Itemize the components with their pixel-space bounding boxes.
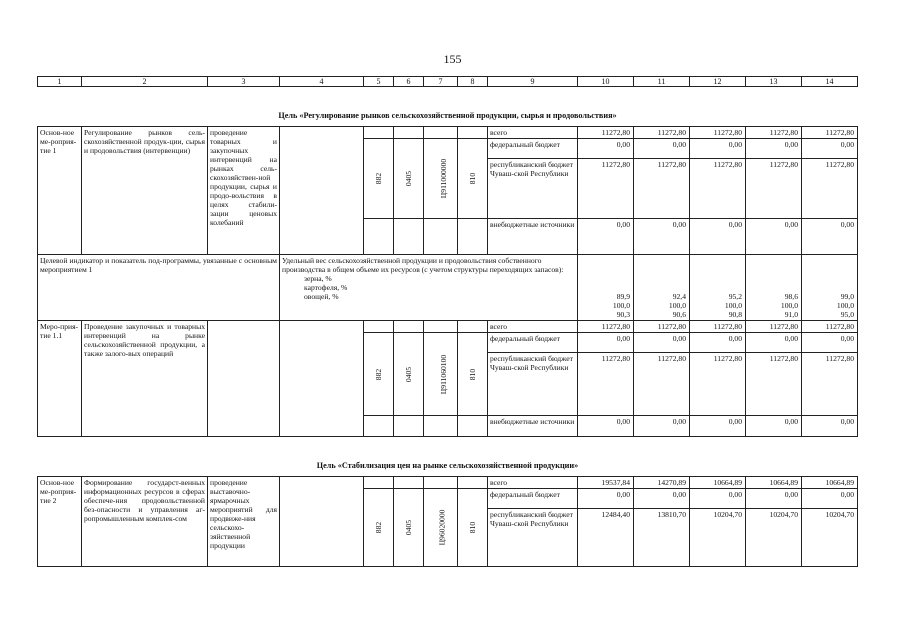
- blank-cell: [458, 477, 488, 489]
- rzpr-code-text: 0405: [404, 170, 413, 187]
- blank-cell: [394, 416, 424, 437]
- value-cell: 100,0: [668, 301, 686, 310]
- measure-name: Проведение закупочных и товарных интервенций на рынке сельскохозяйственной продукции, а также залого-вых операций: [82, 321, 208, 437]
- funding-source: федеральный бюджет: [488, 333, 578, 353]
- value-cell: 11272,80: [578, 159, 634, 219]
- budget-table: [37, 76, 858, 567]
- value-cell: 11272,80: [746, 321, 802, 333]
- value-cell: 11272,80: [634, 159, 690, 219]
- measure-type: Основ-ное ме-роприя-тие 2: [38, 477, 82, 567]
- indicator-text: [280, 255, 578, 321]
- value-cell: 12484,40: [578, 509, 634, 567]
- measure-type: Меро-прия-тие 1.1: [38, 321, 82, 437]
- value-cell: 10664,89: [690, 477, 746, 489]
- blank-cell: [394, 219, 424, 255]
- funding-source: всего: [488, 321, 578, 333]
- value-cell: 99,0: [840, 292, 854, 301]
- table-row: [38, 321, 858, 333]
- indicator-values: [634, 255, 690, 321]
- blank-cell: [424, 416, 458, 437]
- header-cell: 6: [394, 77, 424, 87]
- value-cell: 11272,80: [802, 127, 858, 139]
- value-cell: 0,00: [578, 219, 634, 255]
- rzpr-code-text: 0405: [404, 519, 413, 536]
- csr-code-text: Ц911060100: [439, 354, 449, 394]
- header-row: [38, 77, 858, 87]
- blank-cell: [458, 219, 488, 255]
- measure-direction: проведение выставочно-ярмарочных мероприятий для продвиже-ния сельскохо-зяйственной продукции: [208, 477, 280, 567]
- value-cell: 0,00: [634, 416, 690, 437]
- value-cell: 0,00: [802, 416, 858, 437]
- indicator-values: [690, 255, 746, 321]
- value-cell: 95,0: [840, 310, 854, 319]
- value-cell: 0,00: [746, 333, 802, 353]
- indicator-item: овощей, %: [304, 292, 339, 301]
- goal-row: [38, 437, 858, 477]
- csr-code-text: Ц911000000: [439, 158, 449, 199]
- vr-code: [458, 333, 488, 416]
- measure-name: Регулирование рынков сель-скохозяйственной продук-ции, сырья и продовольствия (интервенции): [82, 127, 208, 255]
- value-cell: 0,00: [690, 489, 746, 509]
- value-cell: 100,0: [724, 301, 742, 310]
- blank-cell: [208, 321, 280, 437]
- vr-code-text: 810: [467, 521, 477, 534]
- value-cell: 0,00: [746, 416, 802, 437]
- blank-cell: [458, 416, 488, 437]
- value-cell: 0,00: [746, 219, 802, 255]
- header-cell: 7: [424, 77, 458, 87]
- rzpr-code: [394, 489, 424, 567]
- header-cell: 3: [208, 77, 280, 87]
- grbs-code-text: 882: [373, 172, 383, 185]
- value-cell: 11272,80: [802, 353, 858, 416]
- blank-cell: [424, 127, 458, 139]
- value-cell: 0,00: [802, 219, 858, 255]
- value-cell: 10664,89: [802, 477, 858, 489]
- value-cell: 14270,89: [634, 477, 690, 489]
- csr-code: [424, 333, 458, 416]
- indicator-row: [38, 255, 858, 321]
- value-cell: 11272,80: [690, 353, 746, 416]
- csr-code: [424, 489, 458, 567]
- goal-title: Цель «Регулирование рынков сельскохозяйственной продукции, сырья и продовольствия»: [38, 87, 858, 127]
- value-cell: 11272,80: [634, 353, 690, 416]
- value-cell: 11272,80: [746, 353, 802, 416]
- value-cell: 100,0: [612, 301, 630, 310]
- value-cell: 11272,80: [578, 127, 634, 139]
- value-cell: 11272,80: [802, 159, 858, 219]
- vr-code: [458, 489, 488, 567]
- blank-cell: [364, 127, 394, 139]
- vr-code: [458, 139, 488, 219]
- blank-cell: [458, 321, 488, 333]
- value-cell: 0,00: [802, 333, 858, 353]
- value-cell: 11272,80: [690, 321, 746, 333]
- value-cell: 0,00: [690, 219, 746, 255]
- indicator-description: Удельный вес сельскохозяйственной продукции и продовольствия собственного производства в общем объеме их ресурсов (с учетом структуры переходящих запасов):: [282, 256, 564, 274]
- indicator-values: [746, 255, 802, 321]
- value-cell: 11272,80: [746, 159, 802, 219]
- value-cell: 0,00: [690, 139, 746, 159]
- value-cell: 0,00: [802, 489, 858, 509]
- value-cell: 90,8: [728, 310, 742, 319]
- value-cell: 11272,80: [746, 127, 802, 139]
- value-cell: 100,0: [780, 301, 798, 310]
- header-cell: 14: [802, 77, 858, 87]
- value-cell: 90,6: [672, 310, 686, 319]
- grbs-code: [364, 139, 394, 219]
- measure-name: Формирование государст-венных информационных ресурсов в сферах обеспече-ния продовольственной без-опасности и управления аг-ропромышленным комплек-сом: [82, 477, 208, 567]
- value-cell: 0,00: [634, 333, 690, 353]
- blank-cell: [364, 321, 394, 333]
- funding-source: республиканский бюджет Чуваш-ской Республики: [488, 353, 578, 416]
- grbs-code: [364, 333, 394, 416]
- csr-code-text: Ц96020000: [437, 509, 447, 546]
- value-cell: 0,00: [634, 219, 690, 255]
- value-cell: 0,00: [578, 489, 634, 509]
- value-cell: 11272,80: [802, 321, 858, 333]
- value-cell: 11272,80: [634, 127, 690, 139]
- header-cell: 1: [38, 77, 82, 87]
- value-cell: 91,0: [784, 310, 798, 319]
- blank-cell: [394, 477, 424, 489]
- vr-code-text: 810: [467, 368, 477, 380]
- blank-cell: [424, 477, 458, 489]
- value-cell: 10204,70: [746, 509, 802, 567]
- value-cell: 11272,80: [578, 353, 634, 416]
- value-cell: 19537,84: [578, 477, 634, 489]
- indicator-item: зерна, %: [304, 274, 332, 283]
- funding-source: федеральный бюджет: [488, 139, 578, 159]
- csr-code: [424, 139, 458, 219]
- value-cell: 13810,70: [634, 509, 690, 567]
- funding-source: республиканский бюджет Чуваш-ской Республики: [488, 159, 578, 219]
- blank-cell: [364, 219, 394, 255]
- rzpr-code-text: 0405: [404, 366, 413, 382]
- rzpr-code: [394, 139, 424, 219]
- header-cell: 10: [578, 77, 634, 87]
- value-cell: 0,00: [746, 489, 802, 509]
- value-cell: 0,00: [634, 139, 690, 159]
- grbs-code: [364, 489, 394, 567]
- funding-source: федеральный бюджет: [488, 489, 578, 509]
- goal-row: [38, 87, 858, 127]
- goal-title: Цель «Стабилизация цен на рынке сельскохозяйственной продукции»: [38, 437, 858, 477]
- value-cell: 0,00: [578, 139, 634, 159]
- blank-cell: [424, 321, 458, 333]
- value-cell: 11272,80: [634, 321, 690, 333]
- indicator-label: Целевой индикатор и показатель под-программы, увязанные с основным мероприятием 1: [38, 255, 280, 321]
- header-cell: 5: [364, 77, 394, 87]
- blank-cell: [280, 321, 364, 437]
- header-cell: 2: [82, 77, 208, 87]
- funding-source: внебюджетные источники: [488, 219, 578, 255]
- measure-type: Основ-ное ме-роприя-тие 1: [38, 127, 82, 255]
- value-cell: 90,3: [616, 310, 630, 319]
- value-cell: 98,6: [784, 292, 798, 301]
- blank-cell: [364, 477, 394, 489]
- header-cell: 13: [746, 77, 802, 87]
- funding-source: внебюджетные источники: [488, 416, 578, 437]
- value-cell: 11272,80: [690, 127, 746, 139]
- grbs-code-text: 882: [373, 368, 383, 380]
- table-row: [38, 477, 858, 489]
- funding-source: всего: [488, 127, 578, 139]
- indicator-values: [578, 255, 634, 321]
- rzpr-code: [394, 333, 424, 416]
- funding-source: всего: [488, 477, 578, 489]
- value-cell: 0,00: [578, 416, 634, 437]
- indicator-values: [802, 255, 858, 321]
- blank-cell: [394, 321, 424, 333]
- value-cell: 0,00: [690, 333, 746, 353]
- header-cell: 12: [690, 77, 746, 87]
- blank-cell: [364, 416, 394, 437]
- blank-cell: [280, 477, 364, 567]
- table-row: [38, 127, 858, 139]
- header-cell: 9: [488, 77, 578, 87]
- header-cell: 4: [280, 77, 364, 87]
- header-cell: 11: [634, 77, 690, 87]
- value-cell: 0,00: [746, 139, 802, 159]
- value-cell: 10204,70: [690, 509, 746, 567]
- blank-cell: [424, 219, 458, 255]
- vr-code-text: 810: [467, 172, 477, 185]
- header-cell: 8: [458, 77, 488, 87]
- value-cell: 89,9: [616, 292, 630, 301]
- blank-cell: [394, 127, 424, 139]
- value-cell: 10664,89: [746, 477, 802, 489]
- value-cell: 10204,70: [802, 509, 858, 567]
- value-cell: 0,00: [690, 416, 746, 437]
- funding-source: республиканский бюджет Чуваш-ской Республики: [488, 509, 578, 567]
- grbs-code-text: 882: [373, 521, 383, 534]
- value-cell: 11272,80: [578, 321, 634, 333]
- page-number: 155: [443, 52, 462, 66]
- value-cell: 11272,80: [690, 159, 746, 219]
- value-cell: 92,4: [672, 292, 686, 301]
- blank-cell: [458, 127, 488, 139]
- value-cell: 0,00: [578, 333, 634, 353]
- value-cell: 100,0: [836, 301, 854, 310]
- value-cell: 95,2: [728, 292, 742, 301]
- value-cell: 0,00: [802, 139, 858, 159]
- blank-cell: [280, 127, 364, 255]
- indicator-item: картофеля, %: [304, 283, 348, 292]
- measure-direction: проведение товарных и закупочных интервенций на рынках сель-скохозяйствен-ной продукции, сырья и продо-вольствия в целях стабили-зации ценовых колебаний: [208, 127, 280, 255]
- value-cell: 0,00: [634, 489, 690, 509]
